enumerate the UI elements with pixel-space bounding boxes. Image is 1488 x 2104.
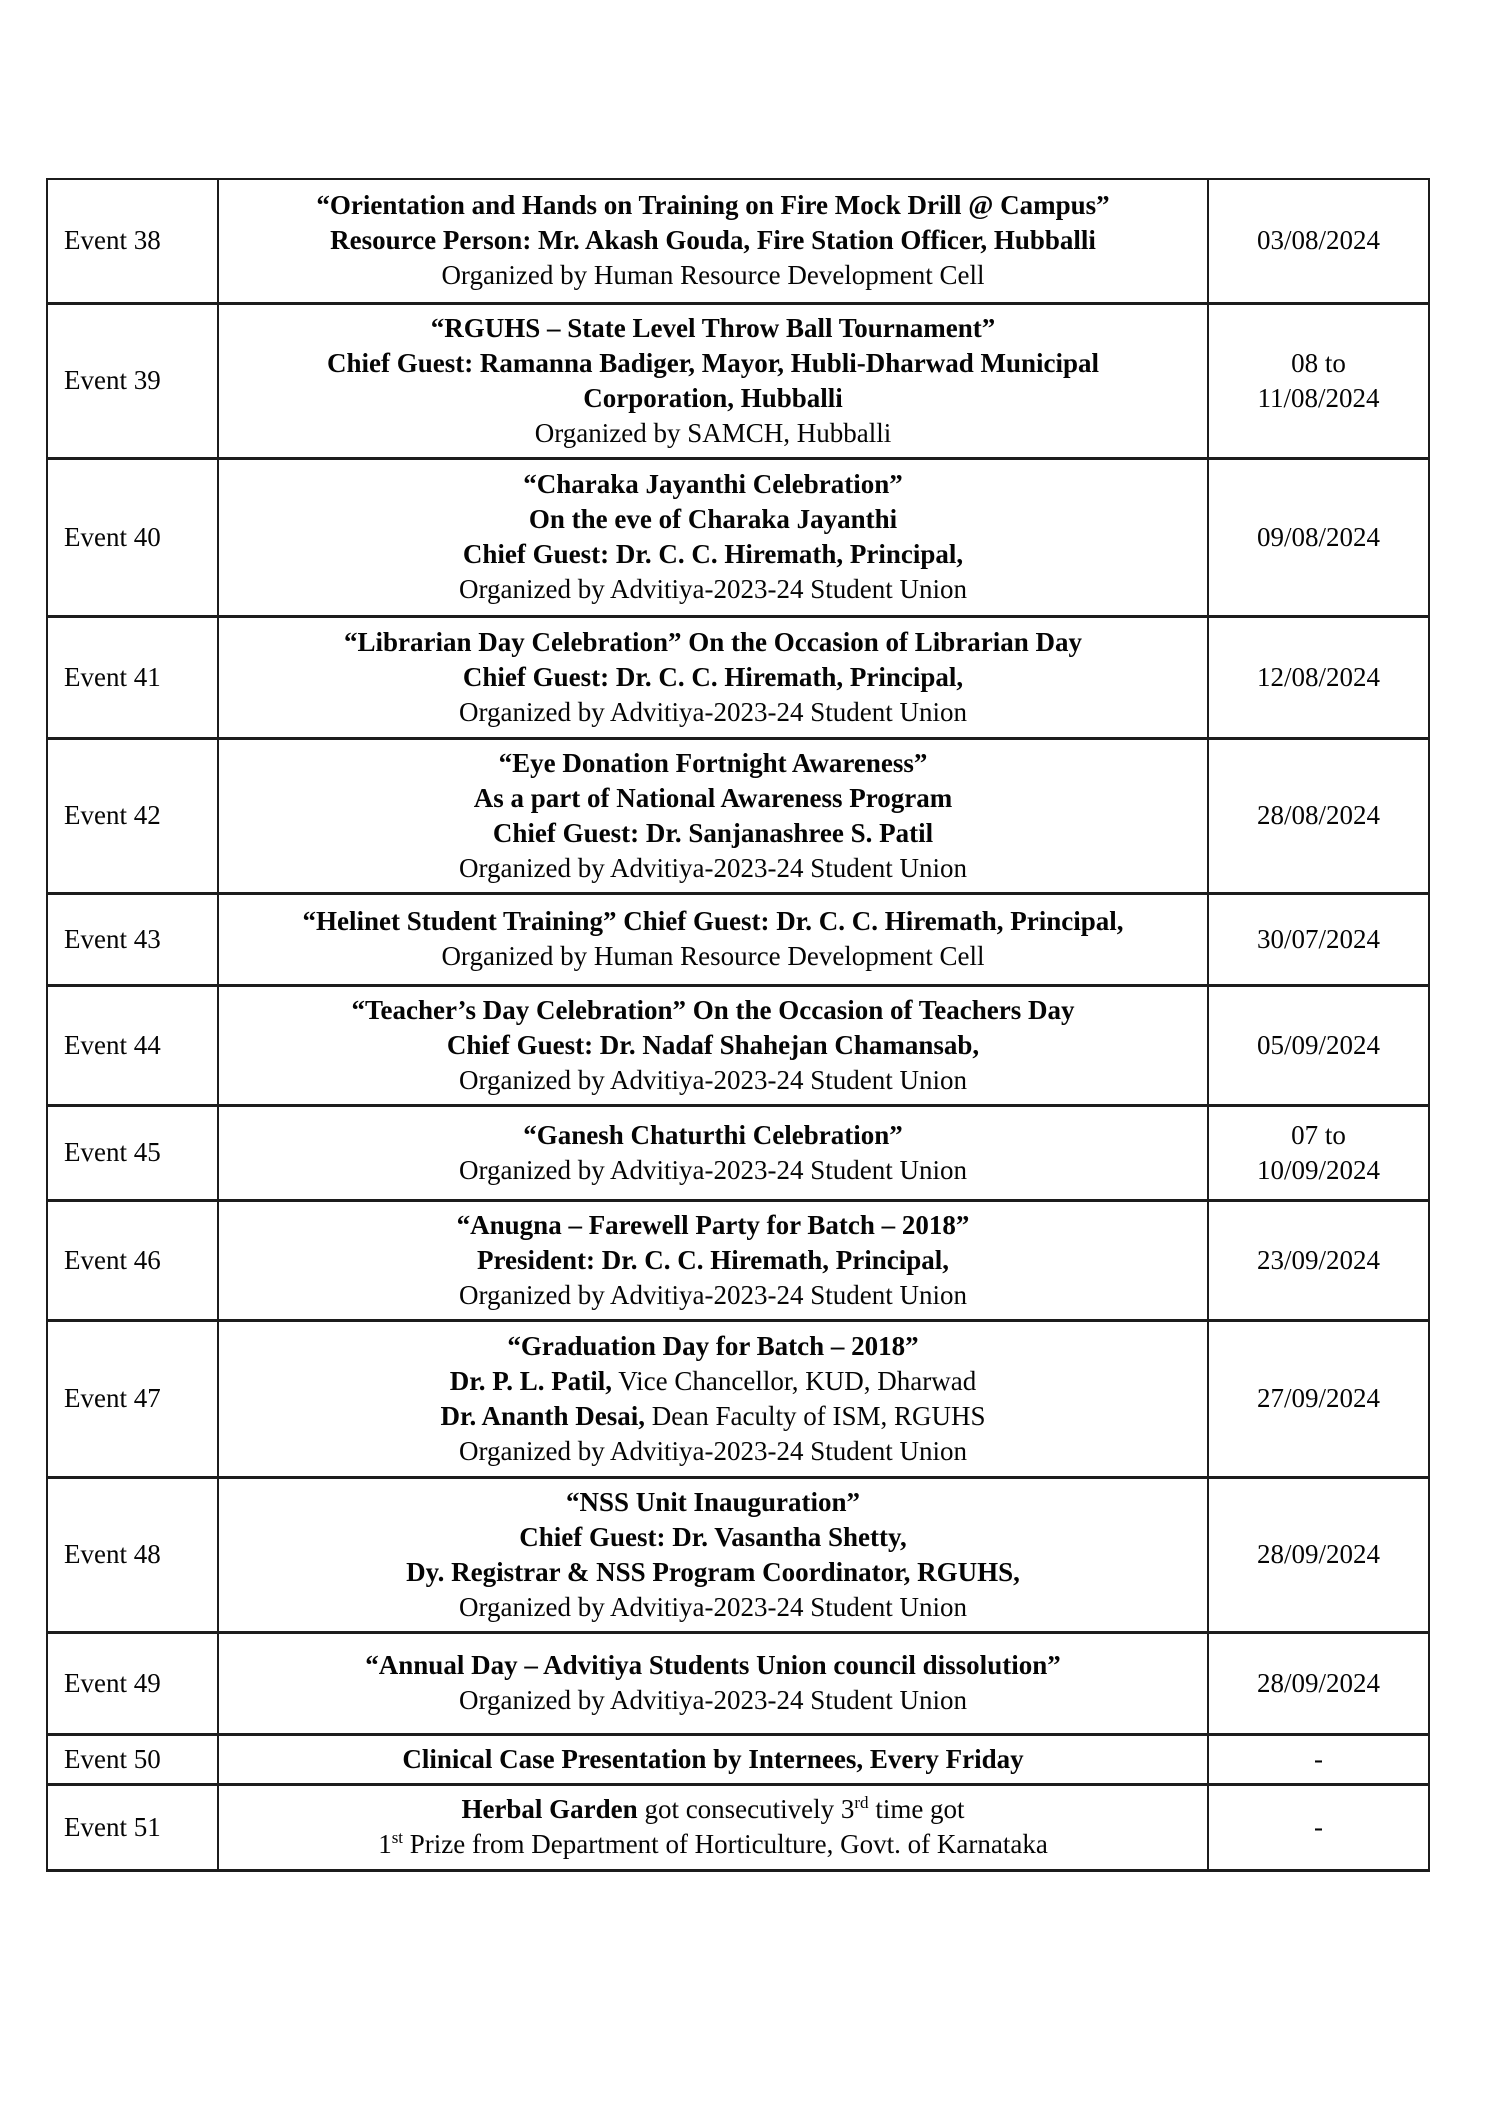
description-line <box>229 1329 1197 1364</box>
event-description <box>218 738 1208 893</box>
text-segment: Chief Guest: Dr. Vasantha Shetty, <box>519 1521 907 1552</box>
table-row <box>47 1784 1429 1870</box>
event-id: Event 46 <box>47 1200 218 1320</box>
text-segment: “Helinet Student Training” Chief Guest: Dr. C. C. Hiremath, Principal, <box>302 906 1124 936</box>
text-segment: “Charaka Jayanthi Celebration” <box>523 469 903 499</box>
text-segment: Dr. Ananth Desai, <box>440 1400 646 1431</box>
description-line <box>229 1208 1197 1243</box>
event-description <box>218 1477 1208 1632</box>
description-line <box>229 258 1197 293</box>
text-segment: Organized by Advitiya-2023-24 Student Union <box>459 1591 967 1622</box>
event-date <box>1208 1200 1429 1320</box>
text-segment: Organized by Human Resource Development Cell <box>441 941 985 971</box>
event-date <box>1208 1105 1429 1200</box>
description-line <box>229 660 1197 695</box>
date-line: 27/09/2024 <box>1256 1383 1380 1413</box>
event-id: Event 42 <box>47 738 218 893</box>
text-segment: Organized by Advitiya-2023-24 Student Union <box>459 1435 967 1466</box>
description-line <box>229 1278 1197 1313</box>
event-id: Event 48 <box>47 1477 218 1632</box>
date-line: 28/09/2024 <box>1256 1539 1380 1569</box>
event-date <box>1208 616 1429 738</box>
event-date <box>1208 1632 1429 1734</box>
event-description <box>218 1632 1208 1734</box>
event-id: Event 51 <box>47 1784 218 1870</box>
description-line <box>229 1648 1197 1683</box>
date-line: 30/07/2024 <box>1256 923 1380 954</box>
description-line <box>229 1399 1197 1434</box>
event-description <box>218 1784 1208 1870</box>
event-id: Event 50 <box>47 1734 218 1784</box>
description-line <box>229 904 1197 939</box>
event-description <box>218 616 1208 738</box>
text-segment: On the eve of Charaka Jayanthi <box>528 504 898 534</box>
description-line <box>229 1827 1197 1862</box>
description-line <box>229 1742 1197 1777</box>
text-segment: “Anugna – Farewell Party for Batch – 2018” <box>456 1209 970 1240</box>
date-line: 11/08/2024 <box>1257 382 1380 413</box>
event-date <box>1208 458 1429 616</box>
text-segment: Corporation, Hubballi <box>583 382 843 413</box>
event-date <box>1208 893 1429 985</box>
description-line <box>229 1555 1197 1590</box>
description-line <box>229 816 1197 851</box>
text-segment: Herbal Garden <box>461 1794 645 1824</box>
event-id: Event 43 <box>47 893 218 985</box>
text-segment: Chief Guest: Dr. C. C. Hiremath, Principal, <box>462 539 964 569</box>
event-description <box>218 1200 1208 1320</box>
event-id: Event 44 <box>47 985 218 1105</box>
description-line <box>229 311 1197 346</box>
description-line <box>229 537 1197 572</box>
table-row <box>47 616 1429 738</box>
table-row <box>47 303 1429 458</box>
description-line <box>229 502 1197 537</box>
text-segment: Organized by Advitiya-2023-24 Student Union <box>459 1154 967 1185</box>
description-line <box>229 625 1197 660</box>
text-segment: “Eye Donation Fortnight Awareness” <box>498 747 928 778</box>
description-line <box>229 746 1197 781</box>
date-line: 05/09/2024 <box>1256 1029 1380 1060</box>
event-id: Event 45 <box>47 1105 218 1200</box>
text-segment: Chief Guest: Ramanna Badiger, Mayor, Hubli-Dharwad Municipal <box>326 347 1100 378</box>
description-line <box>229 1243 1197 1278</box>
event-id: Event 39 <box>47 303 218 458</box>
date-line: 08 to <box>1291 347 1346 378</box>
text-segment: “Librarian Day Celebration” On the Occasion of Librarian Day <box>344 626 1082 657</box>
description-line <box>229 1590 1197 1625</box>
text-segment: Chief Guest: Dr. Sanjanashree S. Patil <box>492 817 934 848</box>
date-line: - <box>1314 1811 1323 1842</box>
description-line <box>229 1153 1197 1188</box>
text-segment: Dy. Registrar & NSS Program Coordinator, RGUHS, <box>406 1556 1020 1587</box>
text-segment: got consecutively 3 <box>644 1794 855 1824</box>
text-segment: time got <box>868 1794 965 1824</box>
event-date <box>1208 1320 1429 1477</box>
text-segment: Organized by Advitiya-2023-24 Student Union <box>459 574 967 604</box>
table-row <box>47 1632 1429 1734</box>
event-id: Event 38 <box>47 179 218 303</box>
description-line <box>229 1683 1197 1718</box>
text-segment: Prize from Department of Horticulture, Govt. of Karnataka <box>403 1829 1048 1859</box>
description-line <box>229 572 1197 607</box>
table-row <box>47 1200 1429 1320</box>
description-line <box>229 1364 1197 1399</box>
text-segment: Organized by Advitiya-2023-24 Student Union <box>459 1685 967 1715</box>
event-date <box>1208 179 1429 303</box>
text-segment: Organized by Advitiya-2023-24 Student Union <box>459 1064 967 1095</box>
superscript-text: st <box>391 1828 404 1847</box>
text-segment: Organized by SAMCH, Hubballi <box>534 417 892 448</box>
date-line: 28/09/2024 <box>1256 1667 1380 1698</box>
description-line <box>229 223 1197 258</box>
text-segment: “Ganesh Chaturthi Celebration” <box>523 1119 903 1150</box>
table-row <box>47 458 1429 616</box>
event-date <box>1208 1477 1429 1632</box>
text-segment: “Orientation and Hands on Training on Fire Mock Drill @ Campus” <box>316 190 1110 221</box>
description-line <box>229 1118 1197 1153</box>
date-line: 09/08/2024 <box>1256 521 1380 552</box>
description-line <box>229 416 1197 451</box>
table-row <box>47 1320 1429 1477</box>
events-table-body <box>47 179 1429 1870</box>
event-description <box>218 1105 1208 1200</box>
text-segment: “Annual Day – Advitiya Students Union council dissolution” <box>365 1650 1061 1680</box>
table-row <box>47 1477 1429 1632</box>
description-line <box>229 467 1197 502</box>
text-segment: “RGUHS – State Level Throw Ball Tournament” <box>430 312 996 343</box>
description-line <box>229 1434 1197 1469</box>
date-line: 10/09/2024 <box>1256 1154 1380 1185</box>
date-line: 23/09/2024 <box>1256 1244 1380 1275</box>
text-segment: As a part of National Awareness Program <box>473 782 953 813</box>
text-segment: President: Dr. C. C. Hiremath, Principal, <box>477 1244 949 1275</box>
description-line <box>229 381 1197 416</box>
text-segment: Organized by Advitiya-2023-24 Student Union <box>459 852 967 883</box>
table-row <box>47 179 1429 303</box>
event-id: Event 41 <box>47 616 218 738</box>
date-line: 03/08/2024 <box>1256 225 1380 256</box>
date-line: 28/08/2024 <box>1256 800 1380 830</box>
text-segment: “Teacher’s Day Celebration” On the Occasion of Teachers Day <box>351 994 1075 1025</box>
event-id: Event 40 <box>47 458 218 616</box>
date-line: 07 to <box>1291 1119 1346 1150</box>
text-segment: Vice Chancellor, KUD, Dharwad <box>612 1365 977 1396</box>
table-row <box>47 893 1429 985</box>
event-id: Event 49 <box>47 1632 218 1734</box>
description-line <box>229 695 1197 730</box>
table-row <box>47 738 1429 893</box>
table-row <box>47 1105 1429 1200</box>
description-line <box>229 851 1197 886</box>
event-date <box>1208 985 1429 1105</box>
description-line <box>229 993 1197 1028</box>
event-description <box>218 985 1208 1105</box>
text-segment: Organized by Human Resource Development Cell <box>441 260 985 291</box>
text-segment: Chief Guest: Dr. C. C. Hiremath, Principal, <box>462 661 964 692</box>
table-row <box>47 985 1429 1105</box>
text-segment: Clinical Case Presentation by Internees, Every Friday <box>402 1743 1024 1774</box>
event-description <box>218 1320 1208 1477</box>
text-segment: Chief Guest: Dr. Nadaf Shahejan Chamansab, <box>446 1029 980 1060</box>
event-description <box>218 303 1208 458</box>
event-date <box>1208 738 1429 893</box>
event-id: Event 47 <box>47 1320 218 1477</box>
event-description <box>218 1734 1208 1784</box>
text-segment: “NSS Unit Inauguration” <box>565 1486 861 1517</box>
text-segment: Organized by Advitiya-2023-24 Student Union <box>459 1279 967 1310</box>
description-line <box>229 188 1197 223</box>
description-line <box>229 1063 1197 1098</box>
event-description <box>218 179 1208 303</box>
text-segment: Resource Person: Mr. Akash Gouda, Fire Station Officer, Hubballi <box>330 225 1096 256</box>
event-description <box>218 458 1208 616</box>
description-line <box>229 1520 1197 1555</box>
description-line <box>229 781 1197 816</box>
text-segment: Organized by Advitiya-2023-24 Student Union <box>459 696 967 727</box>
description-line <box>229 1792 1197 1827</box>
text-segment: “Graduation Day for Batch – 2018” <box>507 1330 919 1361</box>
events-table <box>46 178 1430 1872</box>
event-description <box>218 893 1208 985</box>
event-date <box>1208 1784 1429 1870</box>
table-row <box>47 1734 1429 1784</box>
text-segment: Dr. P. L. Patil, <box>449 1365 613 1396</box>
description-line <box>229 1485 1197 1520</box>
text-segment: Dean Faculty of ISM, RGUHS <box>645 1400 986 1431</box>
superscript-text: rd <box>854 1793 869 1812</box>
date-line: 12/08/2024 <box>1256 661 1380 692</box>
description-line <box>229 1028 1197 1063</box>
date-line: - <box>1314 1743 1323 1774</box>
event-date <box>1208 303 1429 458</box>
description-line <box>229 346 1197 381</box>
description-line <box>229 939 1197 974</box>
event-date <box>1208 1734 1429 1784</box>
text-segment: 1 <box>378 1829 392 1859</box>
